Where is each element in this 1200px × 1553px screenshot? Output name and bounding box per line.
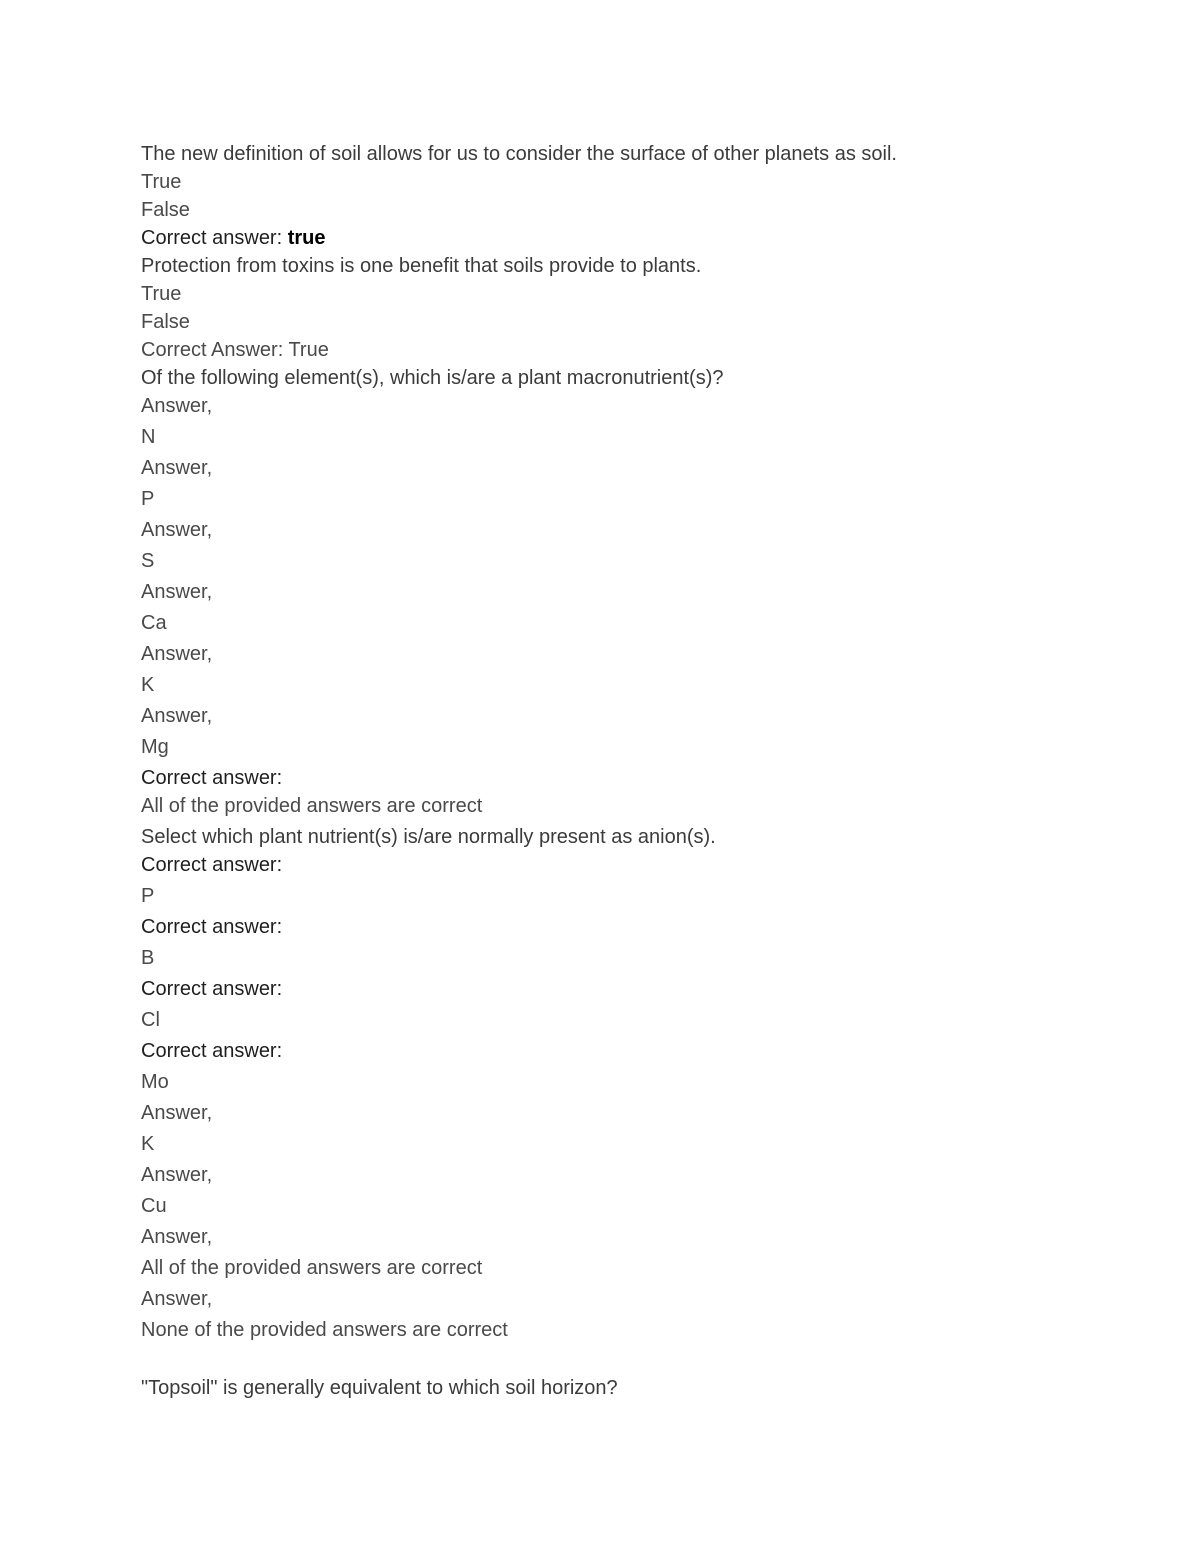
q4-correct-cl: Cl bbox=[141, 1009, 160, 1031]
q4-option-cu: Cu bbox=[141, 1195, 167, 1217]
q1-correct-answer bbox=[141, 224, 1101, 252]
q2-correct-answer: Correct Answer: True bbox=[141, 339, 329, 361]
q4-correct-p: P bbox=[141, 885, 155, 907]
q3-option-mg: Mg bbox=[141, 736, 169, 758]
q1-correct-label: Correct answer: bbox=[141, 227, 288, 249]
question-4-text: Select which plant nutrient(s) is/are normally present as anion(s). bbox=[141, 826, 716, 848]
q3-option-ca: Ca bbox=[141, 612, 167, 634]
q4-correct-label: Correct answer: bbox=[141, 978, 283, 1000]
q4-answer-label: Answer, bbox=[141, 1288, 213, 1310]
q2-option-true: True bbox=[141, 283, 182, 305]
q4-answer-label: Answer, bbox=[141, 1102, 213, 1124]
q4-correct-label: Correct answer: bbox=[141, 854, 283, 876]
question-1-text: The new definition of soil allows for us to consider the surface of other planets as soil. bbox=[141, 143, 897, 165]
q4-correct-b: B bbox=[141, 947, 155, 969]
q3-answer-label: Answer, bbox=[141, 395, 213, 417]
q4-correct-mo: Mo bbox=[141, 1071, 169, 1093]
q3-option-p: P bbox=[141, 488, 155, 510]
q3-correct-value: All of the provided answers are correct bbox=[141, 795, 483, 817]
q3-correct-label: Correct answer: bbox=[141, 767, 283, 789]
question-5-text: "Topsoil" is generally equivalent to which soil horizon? bbox=[141, 1377, 618, 1399]
q3-option-k: K bbox=[141, 674, 155, 696]
q1-correct-value: true bbox=[287, 227, 326, 249]
q3-answer-label: Answer, bbox=[141, 705, 213, 727]
q2-option-false: False bbox=[141, 311, 190, 333]
question-3-text: Of the following element(s), which is/are a plant macronutrient(s)? bbox=[141, 367, 724, 389]
q3-option-s: S bbox=[141, 550, 155, 572]
q1-option-true: True bbox=[141, 171, 182, 193]
q3-answer-label: Answer, bbox=[141, 457, 213, 479]
q4-answer-label: Answer, bbox=[141, 1164, 213, 1186]
q4-option-all: All of the provided answers are correct bbox=[141, 1257, 483, 1279]
q3-answer-label: Answer, bbox=[141, 643, 213, 665]
q4-option-k: K bbox=[141, 1133, 155, 1155]
q4-option-none: None of the provided answers are correct bbox=[141, 1319, 508, 1341]
q3-answer-label: Answer, bbox=[141, 519, 213, 541]
q4-answer-label: Answer, bbox=[141, 1226, 213, 1248]
document-page bbox=[141, 140, 1101, 1402]
q3-option-n: N bbox=[141, 426, 156, 448]
q4-correct-label: Correct answer: bbox=[141, 916, 283, 938]
question-2-text: Protection from toxins is one benefit that soils provide to plants. bbox=[141, 255, 702, 277]
q3-answer-label: Answer, bbox=[141, 581, 213, 603]
q1-option-false: False bbox=[141, 199, 190, 221]
q4-correct-label: Correct answer: bbox=[141, 1040, 283, 1062]
